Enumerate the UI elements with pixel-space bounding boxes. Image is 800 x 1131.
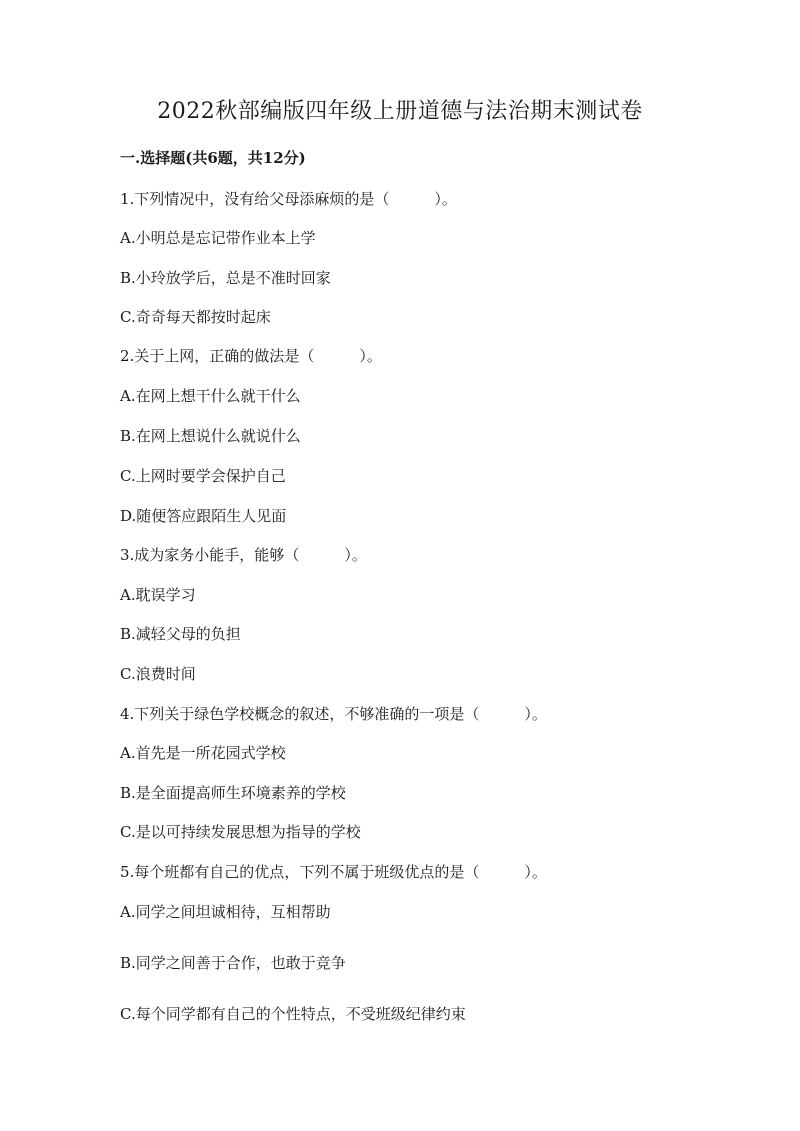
question-1-option-b: B.小玲放学后，总是不准时回家 (120, 269, 331, 287)
question-3-option-b: B.减轻父母的负担 (120, 625, 241, 643)
question-3-option-a: A.耽误学习 (120, 586, 196, 604)
question-3-stem: 3.成为家务小能手，能够（ ）。 (120, 546, 367, 564)
question-5-stem: 5.每个班都有自己的优点，下列不属于班级优点的是（ ）。 (120, 863, 547, 881)
question-2-stem: 2.关于上网，正确的做法是（ ）。 (120, 347, 382, 365)
question-4-option-c: C.是以可持续发展思想为指导的学校 (120, 823, 361, 841)
question-5-option-b: B.同学之间善于合作，也敢于竞争 (120, 954, 346, 972)
question-2-option-d: D.随便答应跟陌生人见面 (120, 507, 287, 525)
question-4-option-b: B.是全面提高师生环境素养的学校 (120, 784, 346, 802)
section-title: 一.选择题(共6题，共12分) (120, 149, 306, 167)
question-1-option-a: A.小明总是忘记带作业本上学 (120, 229, 316, 247)
question-4-stem: 4.下列关于绿色学校概念的叙述，不够准确的一项是（ ）。 (120, 705, 547, 723)
question-1-option-c: C.奇奇每天都按时起床 (120, 308, 271, 326)
question-2-option-c: C.上网时要学会保护自己 (120, 467, 286, 485)
question-4-option-a: A.首先是一所花园式学校 (120, 744, 286, 762)
question-1-stem: 1.下列情况中，没有给父母添麻烦的是（ ）。 (120, 190, 457, 208)
question-5-option-a: A.同学之间坦诚相待，互相帮助 (120, 903, 331, 921)
question-5-option-c: C.每个同学都有自己的个性特点，不受班级纪律约束 (120, 1005, 466, 1023)
question-2-option-a: A.在网上想干什么就干什么 (120, 387, 301, 405)
document-title: 2022秋部编版四年级上册道德与法治期末测试卷 (157, 99, 643, 124)
question-2-option-b: B.在网上想说什么就说什么 (120, 427, 301, 445)
question-3-option-c: C.浪费时间 (120, 665, 196, 683)
